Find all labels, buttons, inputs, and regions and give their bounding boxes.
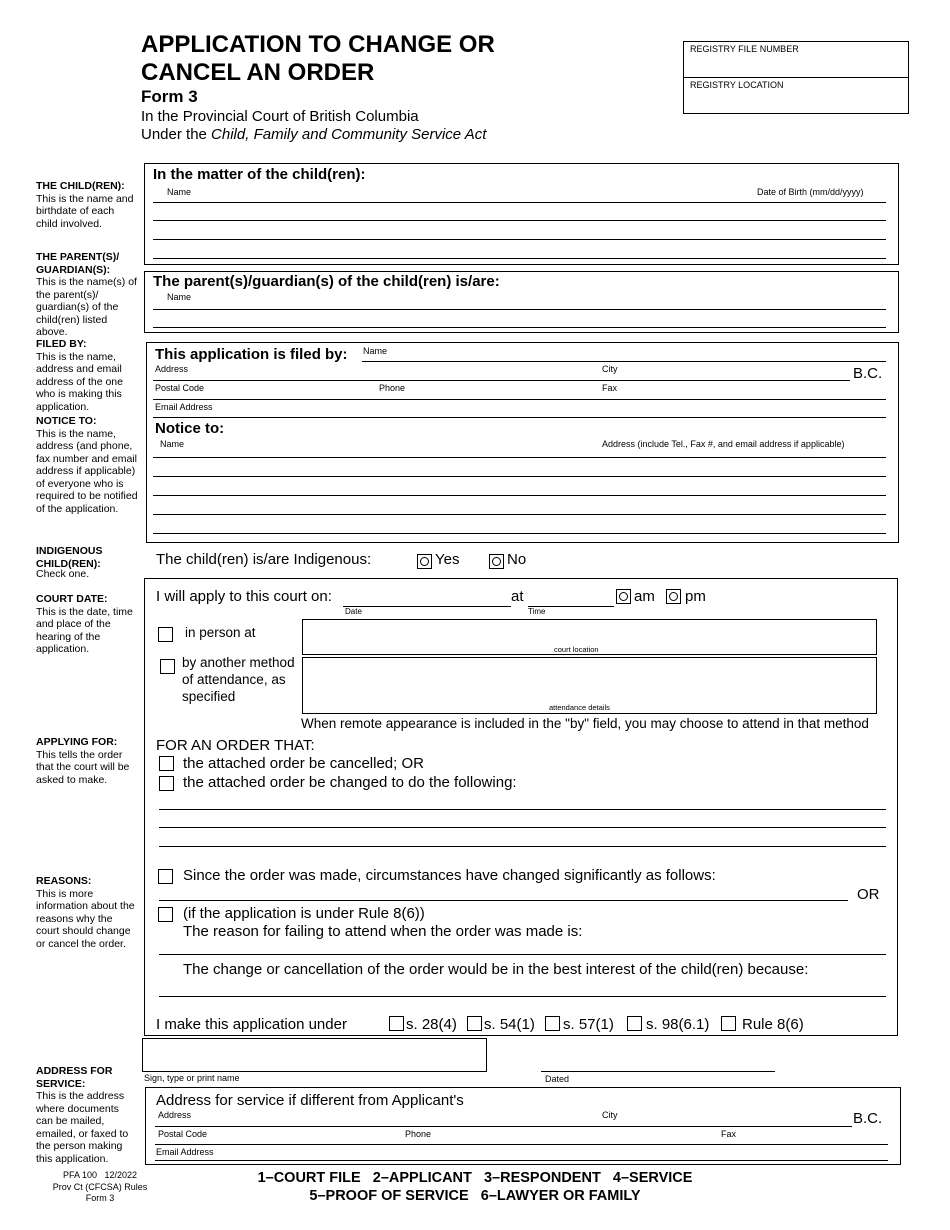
registry-file-label: REGISTRY FILE NUMBER [690,44,799,54]
order-cancel-checkbox[interactable] [159,756,174,771]
apply-date-text: I will apply to this court on: [156,588,332,605]
pm-label: pm [685,588,706,605]
make-under-label: I make this application under [156,1016,347,1033]
indigenous-no-label: No [507,551,527,568]
pm-radio[interactable] [666,589,681,604]
s28-checkbox[interactable] [389,1016,404,1031]
sidebar-notice-to: NOTICE TO: This is the name, address (and phone, fax number and email address if applicable) of everyone who is required to be notified of the application. [36,415,138,515]
dated-label: Dated [545,1074,570,1084]
service-city-label: City [602,1110,618,1120]
at-label: at [511,588,524,605]
service-email-line[interactable] [155,1160,888,1161]
circumstances-label: Since the order was made, circumstances have changed significantly as follows: [183,867,716,884]
registry-location-input[interactable] [684,90,908,112]
child-line[interactable] [153,220,886,221]
act-prefix: Under the [141,126,212,143]
sign-label: Sign, type or print name [144,1073,240,1083]
filed-phone-label: Phone [379,383,406,393]
am-radio[interactable] [616,589,631,604]
filed-city-label: City [602,364,618,374]
rule86-label: Rule 8(6) [742,1016,804,1033]
order-change-label: the attached order be changed to do the following: [183,774,517,791]
indigenous-no-radio[interactable] [489,554,504,569]
am-label: am [634,588,655,605]
attendance-details-label: attendance details [549,703,610,712]
signature-input[interactable] [142,1038,487,1072]
notice-line[interactable] [153,457,886,458]
sidebar-filed-by: FILED BY: This is the name, address and email address of the one who is making this application. [36,338,123,413]
other-method-label: by another method of attendance, as specified [182,655,295,704]
best-interest-label: The change or cancellation of the order would be in the best interest of the child(ren) because: [183,961,809,978]
s57-label: s. 57(1) [563,1016,614,1033]
filed-name-label: Name [363,346,388,356]
sidebar-court-date: COURT DATE: This is the date, time and place of the hearing of the application. [36,593,133,655]
service-fax-label: Fax [721,1129,737,1139]
filed-postal-line[interactable] [153,399,886,400]
filed-postal-label: Postal Code [155,383,205,393]
order-cancel-label: the attached order be cancelled; OR [183,755,424,772]
notice-line[interactable] [153,476,886,477]
act-line [141,126,486,143]
court-location-label: court location [554,645,599,654]
filed-email-label: Email Address [155,402,213,412]
best-interest-line[interactable] [159,996,886,997]
form-number: Form 3 [141,87,198,106]
indigenous-yes-label: Yes [435,551,460,568]
sidebar-children: THE CHILD(REN): This is the name and birthdate of each child involved. [36,180,134,230]
parent-name-label: Name [167,292,192,302]
s54-checkbox[interactable] [467,1016,482,1031]
notice-heading: Notice to: [155,420,225,437]
parent-line[interactable] [153,327,886,328]
act-name: Child, Family and Community Service Act [211,126,487,143]
date-label: Date [345,607,362,616]
sidebar-applying-for: APPLYING FOR: This tells the order that the court will be asked to make. [36,736,130,786]
order-change-line[interactable] [159,809,886,810]
rule86-checkbox[interactable] [721,1016,736,1031]
or-label: OR [857,886,880,903]
filed-fax-label: Fax [602,383,618,393]
s28-label: s. 28(4) [406,1016,457,1033]
parent-line[interactable] [153,309,886,310]
s57-checkbox[interactable] [545,1016,560,1031]
parents-heading: The parent(s)/guardian(s) of the child(ren) is/are: [153,273,500,290]
service-postal-label: Postal Code [158,1129,208,1139]
child-line[interactable] [153,202,886,203]
indigenous-yes-radio[interactable] [417,554,432,569]
circumstances-line[interactable] [159,900,848,901]
filed-address-label: Address [155,364,189,374]
date-input-line[interactable] [343,606,511,607]
filed-address-line[interactable] [153,380,850,381]
other-method-checkbox[interactable] [160,659,175,674]
circumstances-checkbox[interactable] [158,869,173,884]
notice-address-label: Address (include Tel., Fax #, and email address if applicable) [602,439,845,449]
notice-line[interactable] [153,495,886,496]
s98-label: s. 98(6.1) [646,1016,710,1033]
filed-heading: This application is filed by: [155,346,348,363]
sidebar-indigenous: INDIGENOUS CHILD(REN): Check one. [36,545,103,580]
children-heading: In the matter of the child(ren): [153,166,366,183]
rule-86-reason-checkbox[interactable] [158,907,173,922]
form-title-line1: APPLICATION TO CHANGE OR [141,31,495,58]
court-name: In the Provincial Court of British Columbia [141,108,419,125]
footer-copies: 1–COURT FILE 2–APPLICANT 3–RESPONDENT 4–SERVICE 5–PROOF OF SERVICE 6–LAWYER OR FAMILY [257,1170,693,1204]
filed-email-line[interactable] [153,417,886,418]
rule-reason-label: (if the application is under Rule 8(6)) The reason for failing to attend when the order was made is: [183,905,583,940]
registry-file-input[interactable] [684,54,908,76]
order-change-line[interactable] [159,846,886,847]
rule-reason-line[interactable] [159,954,886,955]
service-email-label: Email Address [156,1147,214,1157]
dated-input-line[interactable] [541,1071,775,1072]
form-title-line2: CANCEL AN ORDER [141,59,375,86]
in-person-label: in person at [185,625,256,640]
filed-name-line[interactable] [362,361,886,362]
notice-name-label: Name [160,439,185,449]
time-label: Time [528,607,546,616]
child-line[interactable] [153,258,886,259]
service-address-line[interactable] [155,1126,852,1127]
child-line[interactable] [153,239,886,240]
order-heading: FOR AN ORDER THAT: [156,737,315,754]
filed-bc: B.C. [853,365,883,382]
sidebar-address-service: ADDRESS FOR SERVICE: This is the address where documents can be mailed, emailed, or faxed to the person making this application. [36,1065,129,1165]
notice-line[interactable] [153,514,886,515]
s98-checkbox[interactable] [627,1016,642,1031]
indigenous-question: The child(ren) is/are Indigenous: [156,551,372,568]
service-bc: B.C. [853,1110,883,1127]
service-address-label: Address [158,1110,192,1120]
order-change-line[interactable] [159,827,886,828]
in-person-checkbox[interactable] [158,627,173,642]
remote-note: When remote appearance is included in the "by" field, you may choose to attend in that method [301,716,869,731]
footer-form-info: PFA 100 12/2022 Prov Ct (CFCSA) Rules Form 3 [52,1170,148,1203]
child-name-label: Name [167,187,192,197]
form-title [141,31,495,87]
service-phone-label: Phone [405,1129,432,1139]
child-dob-label: Date of Birth (mm/dd/yyyy) [757,187,864,197]
s54-label: s. 54(1) [484,1016,535,1033]
service-heading: Address for service if different from Applicant's [156,1092,464,1109]
notice-line[interactable] [153,533,886,534]
sidebar-parents: THE PARENT(S)/ GUARDIAN(S): This is the name(s) of the parent(s)/ guardian(s) of the child(ren) listed above. [36,251,137,338]
order-change-checkbox[interactable] [159,776,174,791]
service-postal-line[interactable] [155,1144,888,1145]
registry-location-label: REGISTRY LOCATION [690,80,784,90]
sidebar-reasons: REASONS: This is more information about the reasons why the court should change or cancel the order. [36,875,135,950]
